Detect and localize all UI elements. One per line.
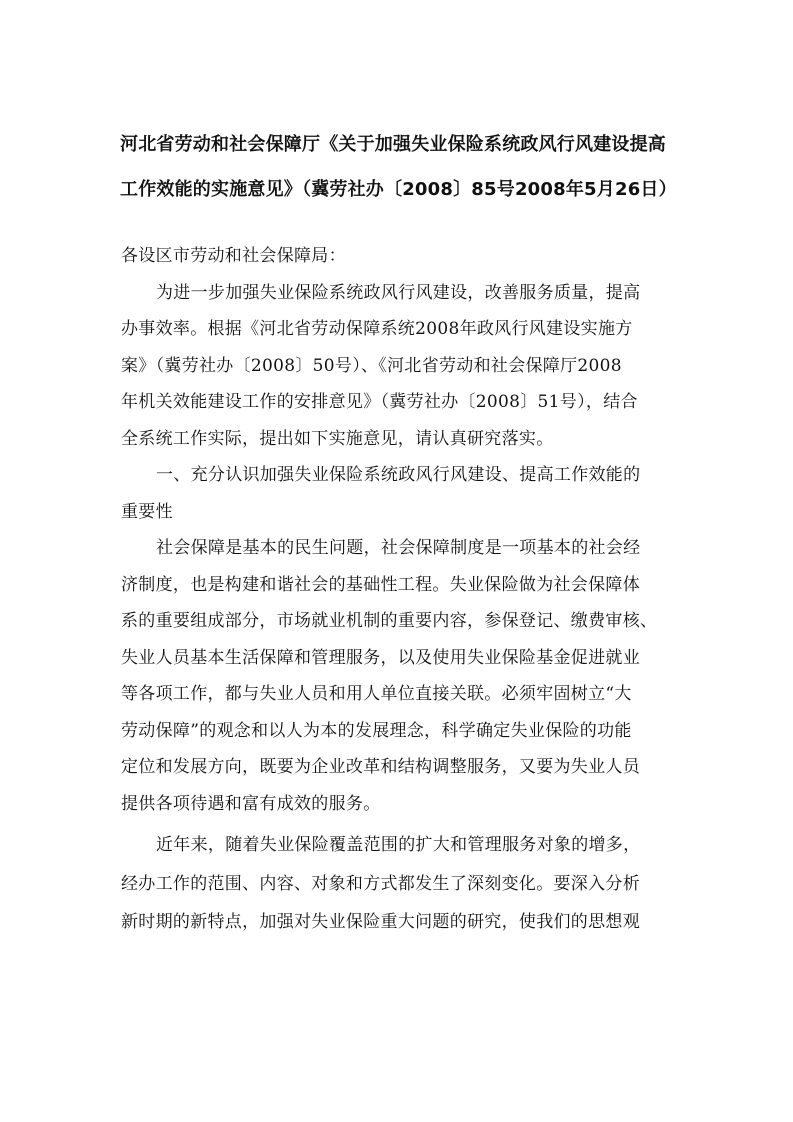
section-heading: 重要性 (121, 501, 173, 522)
paragraph-line: 等各项工作，都与失业人员和用人单位直接关联。必须牢固树立“大 (121, 684, 632, 704)
title-line: 河北省劳动和社会保障厅《关于加强失业保险系统政风行风建设提高 (120, 134, 666, 155)
paragraph-line: 为进一步加强失业保险系统政风行风建设，改善服务质量，提高 (156, 282, 641, 303)
paragraph-line: 近年来，随着失业保险覆盖范围的扩大和管理服务对象的增多， (156, 835, 641, 855)
paragraph-line: 案》（冀劳社办〔2008〕50号）、《河北省劳动和社会保障厅2008 (121, 355, 622, 376)
paragraph-line: 劳动保障”的观念和以人为本的发展理念，科学确定失业保险的功能 (121, 720, 632, 741)
paragraph-line: 办事效率。根据《河北省劳动保障系统2008年政风行风建设实施方 (121, 319, 633, 339)
paragraph-line: 济制度，也是构建和谐社会的基础性工程。失业保险做为社会保障体 (121, 574, 640, 595)
paragraph-line: 定位和发展方向，既要为企业改革和结构调整服务，又要为失业人员 (121, 757, 640, 777)
section-heading: 一、充分认识加强失业保险系统政风行风建设、提高工作效能的 (156, 465, 641, 485)
paragraph-line: 经办工作的范围、内容、对象和方式都发生了深刻变化。要深入分析 (121, 873, 640, 894)
salutation: 各设区市劳动和社会保障局： (121, 246, 346, 266)
paragraph-line: 系的重要组成部分，市场就业机制的重要内容，参保登记、缴费审核、 (121, 611, 658, 631)
paragraph-line: 社会保障是基本的民生问题，社会保障制度是一项基本的社会经 (156, 538, 641, 558)
document-title (120, 122, 680, 212)
document-body (121, 238, 681, 942)
paragraph-line: 年机关效能建设工作的安排意见》（冀劳社办〔2008〕51号），结合 (121, 392, 638, 412)
paragraph-line: 全系统工作实际，提出如下实施意见，请认真研究落实。 (121, 428, 554, 449)
paragraph-line: 新时期的新特点，加强对失业保险重大问题的研究，使我们的思想观 (121, 912, 640, 932)
paragraph-line: 提供各项待遇和富有成效的服务。 (121, 793, 381, 814)
title-line: 工作效能的实施意见》（冀劳社办〔2008〕85号2008年5月26日） (120, 179, 677, 200)
paragraph-line: 失业人员基本生活保障和管理服务，以及使用失业保险基金促进就业 (121, 647, 640, 668)
